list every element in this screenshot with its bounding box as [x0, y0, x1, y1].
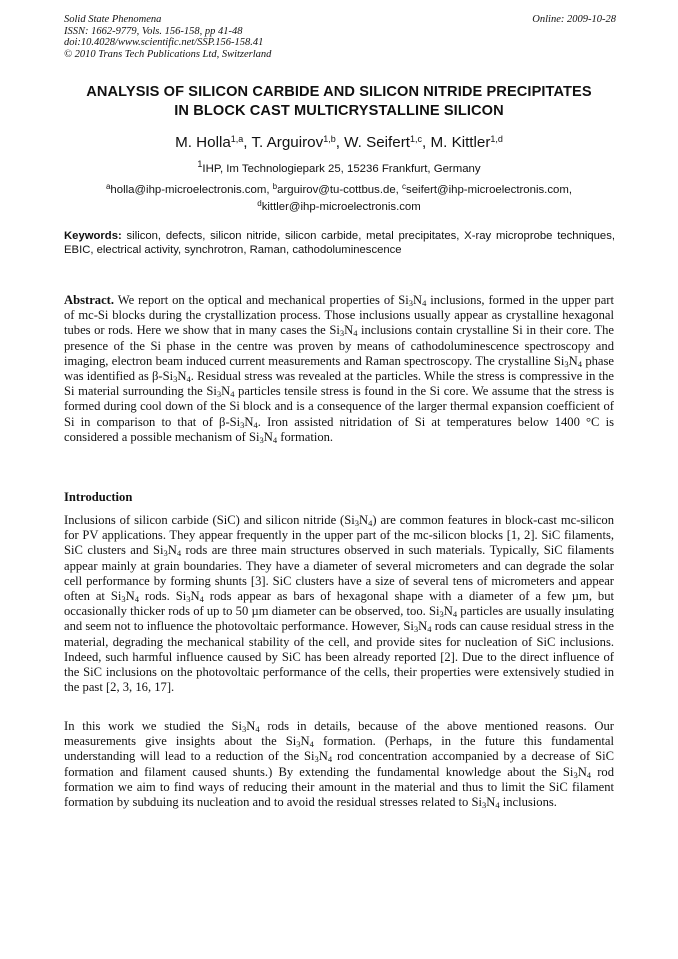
abstract: Abstract. We report on the optical and mechanical properties of $Si_3N_4$ inclusions, formed in the upper part of mc-Si blocks during the crystallization process. Those inclusions usually appear as crystalline hexagonal tubes or rods. Here we show that in many cases the $Si_3N_4$ inclusions contain crystalline Si in their core. The presence of the Si phase in the centre was proven by means of cathodoluminescence spectroscopy and imaging, electron beam induced current measurements and Raman spectroscopy. The crystalline $Si_3N_4$ phase was identified as $\beta-Si_3N_4$. Residual stress was revealed at the particles. While the stress is compressive in the Si material surrounding the $Si_3N_4$ particles tensile stress is found in the Si core. We assume that the stress is formed during cool down of the Si block and is a consequence of the larger thermal expansion coefficient of Si in comparison to that of $\beta-Si_3N_4$. Iron assisted nitridation of Si at temperatures below 1400 °C is considered a possible mechanism of $Si_3N_4$ formation.	[64, 293, 615, 445]
journal-name: Solid State Phenomena	[64, 14, 162, 25]
affiliation: $^1$IHP, Im Technologiepark 25, 15236 Frankfurt, Germany	[197, 159, 481, 175]
keywords-text: silicon, defects, silicon nitride, silicon carbide, metal precipitates, X-ray microprobe techniques, EBIC, electrical activity, synchrotron, Raman, cathodoluminescence	[64, 230, 615, 256]
keywords-label: Keywords:	[64, 230, 122, 242]
email-d: kittler@ihp-microelectronis.com	[261, 201, 421, 213]
author-name: M. Kittler	[430, 134, 491, 151]
email-c: seifert@ihp-microelectronis.com,	[406, 184, 573, 196]
copyright-line: © 2010 Trans Tech Publications Ltd, Switzerland	[64, 48, 272, 60]
paper-title	[40, 83, 638, 121]
intro-paragraph-1: Inclusions of silicon carbide (SiC) and silicon nitride $(Si_3N_4)$ are common features in block-cast mc-silicon for PV applications. They appear frequently in the upper part of the mc-silicon blocks [1, 2]. SiC filaments, SiC clusters and $Si_3N_4$ rods are three main structures observed in such materials. Typically, SiC filaments appear mainly at grain boundaries. They have a diameter of several micrometers and can degrade the solar cell performance by forming shunts [3]. SiC clusters have a size of several tens of micrometers and appear often at $Si_3N_4$ rods. $Si_3N_4$ rods appear as bars of hexagonal shape with a diameter of a few µm, but occasionally thicker rods of up to 50 µm diameter can be observed, too. $Si_3N_4$ particles are usually insulating and seem not to influence the photovoltaic performance. However, $Si_3N_4$ rods can cause residual stress in the material, degrading the mechanical stability of the cell, and provide sites for nucleation of SiC inclusions. Indeed, such harmful influence caused by SiC has been already reported [2]. Due to the direct influence of the SiC inclusions on the photovoltaic performance of the cells, their properties were extensively studied in the past [2, 3, 16, 17].	[64, 513, 615, 695]
doi-line: doi:10.4028/www.scientific.net/SSP.156-158.41	[64, 37, 264, 49]
author-name: M. Holla	[175, 134, 231, 151]
abstract-label: Abstract.	[64, 293, 115, 307]
author-name: W. Seifert	[344, 134, 411, 151]
title-line-2: IN BLOCK CAST MULTICRYSTALLINE SILICON	[174, 103, 504, 119]
author-sup: 1,a	[230, 134, 244, 144]
author-emails	[64, 180, 614, 214]
email-a: holla@ihp-microelectronis.com,	[110, 184, 273, 196]
issn-line: ISSN: 1662-9779, Vols. 156-158, pp 41-48	[64, 25, 243, 37]
author-list: M. Holla$^{1,a}$, T. Arguirov$^{1,b}$, W. Seifert$^{1,c}$, M. Kittler$^{1,d}$	[175, 134, 503, 151]
journal-header	[64, 14, 616, 60]
intro-paragraph-2: In this work we studied the $Si_3N_4$ rods in details, because of the above mentioned reasons. Our measurements give insights about the $Si_3N_4$ formation. (Perhaps, in the future this fundamental understanding will lead to a reduction of the $Si_3N_4$ rod concentration accompanied by a decrease of SiC formation and filament caused shunts.) By extending the fundamental knowledge about the $Si_3N_4$ rod formation we aim to find ways of reducing their amount in the material and thus to limit the SiC filament formation by subduing its nucleation and to avoid the residual stresses related to $Si_3N_4$ inclusions.	[64, 719, 615, 811]
author-sup: 1,d	[490, 134, 503, 144]
keywords	[64, 229, 615, 257]
email-b: arguirov@tu-cottbus.de,	[277, 184, 403, 196]
author-name: T. Arguirov	[251, 134, 324, 151]
email-line-1: $^a$holla@ihp-microelectronis.com, $^b$arguirov@tu-cottbus.de, $^c$seifert@ihp-microelectronis.com,	[105, 182, 573, 196]
author-sup: 1,b	[323, 134, 336, 144]
online-date: Online: 2009-10-28	[532, 14, 616, 25]
email-line-2: $^d$kittler@ihp-microelectronis.com	[257, 199, 421, 213]
title-line-1: ANALYSIS OF SILICON CARBIDE AND SILICON NITRIDE PRECIPITATES	[86, 84, 592, 100]
section-heading-introduction: Introduction	[64, 490, 133, 504]
author-sup: 1,c	[410, 134, 423, 144]
